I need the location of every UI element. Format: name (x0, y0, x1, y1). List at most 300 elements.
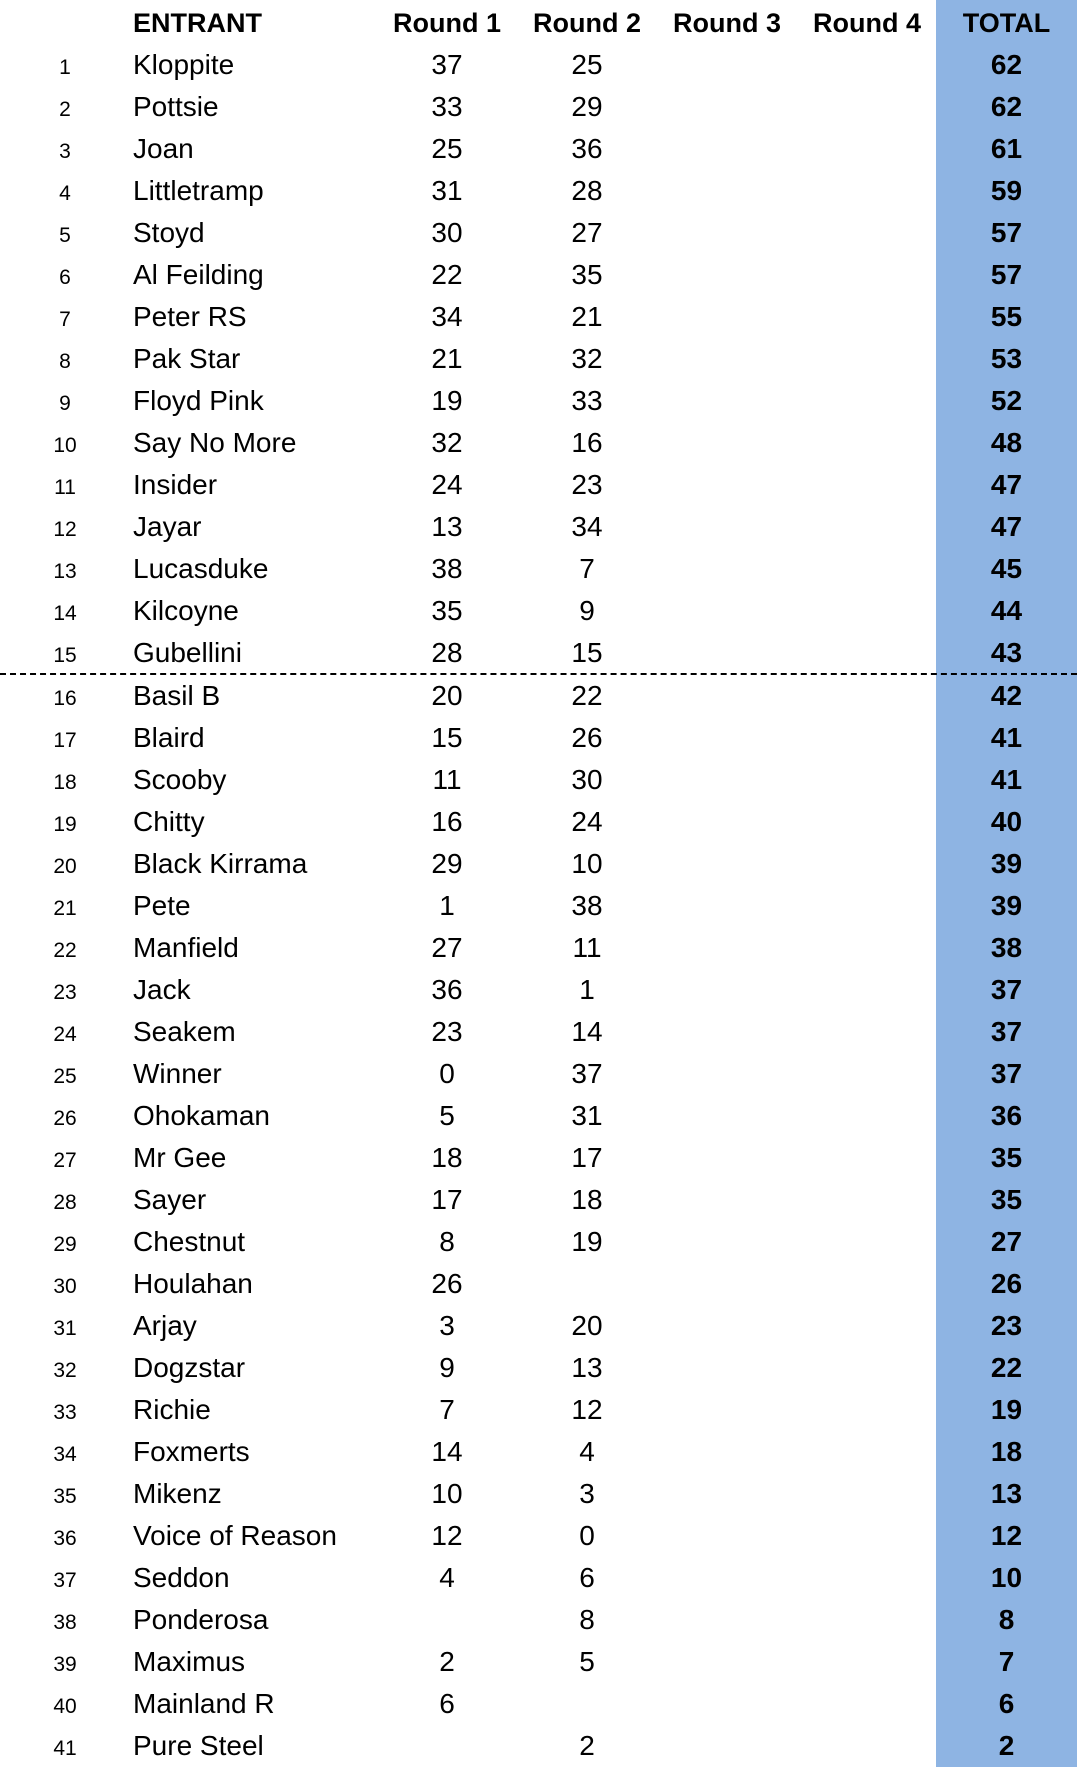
rank-cell: 29 (53, 1233, 77, 1256)
round-3-cell (667, 1347, 787, 1389)
rank-cell: 12 (53, 518, 77, 541)
total-cell: 35 (990, 1184, 1023, 1215)
entrant-name-cell: Ohokaman (133, 1100, 270, 1131)
round-2-cell: 8 (579, 1604, 595, 1635)
total-cell: 37 (990, 1058, 1023, 1089)
round-4-cell (807, 128, 927, 170)
round-4-cell (807, 1725, 927, 1767)
round-4-cell (807, 1011, 927, 1053)
round-3-cell (667, 296, 787, 338)
entrant-name-cell: Dogzstar (133, 1352, 246, 1383)
entrant-name-cell: Say No More (133, 427, 297, 458)
entrant-name-cell: Black Kirrama (133, 848, 308, 879)
round-2-cell: 1 (579, 974, 595, 1005)
total-cell: 23 (990, 1310, 1023, 1341)
total-cell: 18 (990, 1436, 1023, 1467)
total-cell: 26 (990, 1268, 1023, 1299)
rank-cell: 8 (59, 350, 71, 373)
round-4-cell (807, 86, 927, 128)
total-cell: 48 (990, 427, 1023, 458)
round-3-cell (667, 128, 787, 170)
round-3-cell (667, 1389, 787, 1431)
rank-cell: 40 (53, 1695, 77, 1718)
rank-cell: 6 (59, 266, 71, 289)
rank-cell: 27 (53, 1149, 77, 1172)
round-1-cell: 2 (439, 1646, 455, 1677)
round-1-cell: 28 (431, 637, 463, 668)
round-3-cell (667, 801, 787, 843)
round-4-cell (807, 969, 927, 1011)
total-cell: 19 (990, 1394, 1023, 1425)
round-4-cell (807, 1389, 927, 1431)
total-cell: 45 (990, 553, 1023, 584)
rank-cell: 3 (59, 140, 71, 163)
round-4-cell (807, 1557, 927, 1599)
round-2-cell: 5 (579, 1646, 595, 1677)
rank-cell: 5 (59, 224, 71, 247)
table-row (0, 927, 1077, 969)
round-4-cell (807, 927, 927, 969)
rank-cell: 15 (53, 644, 77, 667)
round-2-cell: 0 (579, 1520, 595, 1551)
rank-cell: 30 (53, 1275, 77, 1298)
round-4-cell (807, 1641, 927, 1683)
total-cell: 44 (990, 595, 1023, 626)
entrant-name-cell: Basil B (133, 680, 221, 711)
round-1-cell: 20 (431, 680, 463, 711)
round-2-cell: 37 (571, 1058, 603, 1089)
round-2-cell: 35 (571, 259, 603, 290)
round-4-cell (807, 422, 927, 464)
table-row (0, 464, 1077, 506)
round-3-cell (667, 675, 787, 717)
round-1-cell: 8 (439, 1226, 455, 1257)
round-3-cell (667, 1683, 787, 1725)
round-1-cell: 23 (431, 1016, 463, 1047)
round-1-cell: 35 (431, 595, 463, 626)
round-4-cell (807, 1221, 927, 1263)
round-2-cell: 24 (571, 806, 603, 837)
table-row (0, 1515, 1077, 1557)
round-2-cell: 18 (571, 1184, 603, 1215)
rank-cell: 17 (53, 729, 77, 752)
round-2-cell: 20 (571, 1310, 603, 1341)
round-1-cell: 36 (431, 974, 463, 1005)
entrant-name-cell: Chestnut (133, 1226, 246, 1257)
table-row (0, 969, 1077, 1011)
table-row (0, 1263, 1077, 1305)
round-4-cell (807, 44, 927, 86)
round-4-cell (807, 254, 927, 296)
round-3-cell (667, 422, 787, 464)
header-round-3: Round 3 (673, 8, 781, 38)
rank-cell: 36 (53, 1527, 77, 1550)
round-3-cell (667, 927, 787, 969)
total-cell: 53 (990, 343, 1023, 374)
entrant-name-cell: Lucasduke (133, 553, 269, 584)
round-2-cell: 19 (571, 1226, 603, 1257)
entrant-name-cell: Stoyd (133, 217, 205, 248)
round-3-cell (667, 1137, 787, 1179)
round-3-cell (667, 548, 787, 590)
round-4-cell (807, 843, 927, 885)
round-2-cell: 27 (571, 217, 603, 248)
entrant-name-cell: Winner (133, 1058, 222, 1089)
round-3-cell (667, 212, 787, 254)
table-row (0, 1305, 1077, 1347)
round-2-cell: 4 (579, 1436, 595, 1467)
total-cell: 47 (990, 469, 1023, 500)
round-2-cell: 7 (579, 553, 595, 584)
round-2-cell (527, 1683, 647, 1725)
rank-cell: 39 (53, 1653, 77, 1676)
round-4-cell (807, 506, 927, 548)
entrant-name-cell: Richie (133, 1394, 211, 1425)
round-3-cell (667, 1431, 787, 1473)
entrant-name-cell: Mainland R (133, 1688, 275, 1719)
round-1-cell: 1 (439, 890, 455, 921)
total-cell: 2 (998, 1730, 1015, 1761)
round-1-cell: 12 (431, 1520, 463, 1551)
total-cell: 55 (990, 301, 1023, 332)
rank-cell: 13 (53, 560, 77, 583)
round-3-cell (667, 464, 787, 506)
round-4-cell (807, 885, 927, 927)
round-3-cell (667, 1641, 787, 1683)
round-2-cell: 17 (571, 1142, 603, 1173)
table-row (0, 44, 1077, 86)
rank-cell: 9 (59, 392, 71, 415)
rank-cell: 23 (53, 981, 77, 1004)
round-4-cell (807, 170, 927, 212)
round-1-cell: 21 (431, 343, 463, 374)
rank-cell: 35 (53, 1485, 77, 1508)
round-2-cell: 9 (579, 595, 595, 626)
round-4-cell (807, 759, 927, 801)
round-1-cell: 14 (431, 1436, 463, 1467)
round-4-cell (807, 338, 927, 380)
total-cell: 40 (990, 806, 1023, 837)
rank-cell: 18 (53, 771, 77, 794)
round-4-cell (807, 1347, 927, 1389)
total-cell: 35 (990, 1142, 1023, 1173)
round-3-cell (667, 338, 787, 380)
round-1-cell: 19 (431, 385, 463, 416)
total-cell: 39 (990, 890, 1023, 921)
round-3-cell (667, 632, 787, 674)
rank-cell: 34 (53, 1443, 77, 1466)
table-row (0, 675, 1077, 717)
round-3-cell (667, 759, 787, 801)
round-3-cell (667, 86, 787, 128)
round-1-cell: 32 (431, 427, 463, 458)
round-3-cell (667, 1305, 787, 1347)
entrant-name-cell: Pure Steel (133, 1730, 264, 1761)
round-3-cell (667, 380, 787, 422)
total-cell: 12 (990, 1520, 1023, 1551)
table-row (0, 506, 1077, 548)
table-row (0, 1599, 1077, 1641)
round-4-cell (807, 1683, 927, 1725)
table-row (0, 1011, 1077, 1053)
entrant-name-cell: Jack (133, 974, 191, 1005)
round-2-cell: 23 (571, 469, 603, 500)
round-3-cell (667, 44, 787, 86)
table-row (0, 296, 1077, 338)
entrant-name-cell: Blaird (133, 722, 205, 753)
table-row (0, 843, 1077, 885)
round-3-cell (667, 1095, 787, 1137)
round-4-cell (807, 1515, 927, 1557)
round-4-cell (807, 590, 927, 632)
entrant-name-cell: Mikenz (133, 1478, 222, 1509)
round-2-cell: 22 (571, 680, 603, 711)
table-row (0, 1389, 1077, 1431)
round-4-cell (807, 632, 927, 674)
round-4-cell (807, 464, 927, 506)
total-cell: 62 (990, 91, 1023, 122)
total-cell: 57 (990, 259, 1023, 290)
entrant-name-cell: Chitty (133, 806, 205, 837)
round-3-cell (667, 590, 787, 632)
header-round-2: Round 2 (533, 8, 641, 38)
round-3-cell (667, 1599, 787, 1641)
round-1-cell (387, 1599, 507, 1641)
table-row (0, 1557, 1077, 1599)
total-cell: 59 (990, 175, 1023, 206)
round-1-cell: 3 (439, 1310, 455, 1341)
round-1-cell (387, 1725, 507, 1767)
round-2-cell: 32 (571, 343, 603, 374)
total-cell: 22 (990, 1352, 1023, 1383)
rank-cell: 31 (53, 1317, 77, 1340)
total-cell: 42 (990, 680, 1023, 711)
round-2-cell: 25 (571, 49, 603, 80)
round-4-cell (807, 1599, 927, 1641)
total-cell: 27 (990, 1226, 1023, 1257)
rank-cell: 7 (59, 308, 71, 331)
table-row (0, 1137, 1077, 1179)
table-row (0, 1683, 1077, 1725)
rank-cell: 37 (53, 1569, 77, 1592)
round-2-cell: 38 (571, 890, 603, 921)
rank-cell: 19 (53, 813, 77, 836)
table-row (0, 254, 1077, 296)
rank-cell: 28 (53, 1191, 77, 1214)
entrant-name-cell: Jayar (133, 511, 202, 542)
total-cell: 6 (998, 1688, 1015, 1719)
table-row (0, 1053, 1077, 1095)
round-4-cell (807, 1179, 927, 1221)
rank-cell: 14 (53, 602, 77, 625)
round-4-cell (807, 380, 927, 422)
round-3-cell (667, 506, 787, 548)
header-total: TOTAL (962, 8, 1051, 38)
table-row (0, 380, 1077, 422)
round-3-cell (667, 1011, 787, 1053)
table-row (0, 759, 1077, 801)
table-row (0, 1725, 1077, 1767)
round-4-cell (807, 717, 927, 759)
round-2-cell: 11 (572, 932, 602, 963)
round-1-cell: 25 (431, 133, 463, 164)
table-row (0, 1641, 1077, 1683)
round-4-cell (807, 1053, 927, 1095)
round-1-cell: 9 (439, 1352, 455, 1383)
table-row (0, 128, 1077, 170)
table-row (0, 1095, 1077, 1137)
total-cell: 47 (990, 511, 1023, 542)
rank-cell: 21 (53, 897, 77, 920)
round-3-cell (667, 1557, 787, 1599)
round-1-cell: 31 (431, 175, 463, 206)
round-1-cell: 37 (431, 49, 463, 80)
rank-cell: 32 (53, 1359, 77, 1382)
entrant-name-cell: Pottsie (133, 91, 219, 122)
entrant-name-cell: Insider (133, 469, 218, 500)
table-row (0, 1221, 1077, 1263)
table-row (0, 1431, 1077, 1473)
round-3-cell (667, 843, 787, 885)
round-4-cell (807, 1473, 927, 1515)
round-1-cell: 5 (439, 1100, 455, 1131)
table-row (0, 422, 1077, 464)
total-cell: 37 (990, 1016, 1023, 1047)
total-cell: 38 (990, 932, 1023, 963)
header-round-4: Round 4 (813, 8, 921, 38)
round-2-cell: 21 (571, 301, 603, 332)
round-3-cell (667, 1053, 787, 1095)
round-2-cell: 36 (571, 133, 603, 164)
entrant-name-cell: Pete (133, 890, 191, 921)
round-4-cell (807, 1431, 927, 1473)
round-3-cell (667, 254, 787, 296)
rank-cell: 33 (53, 1401, 77, 1424)
round-1-cell: 29 (431, 848, 463, 879)
table-row (0, 170, 1077, 212)
entrant-name-cell: Sayer (133, 1184, 207, 1215)
rank-cell: 16 (53, 687, 77, 710)
round-1-cell: 18 (431, 1142, 463, 1173)
round-3-cell (667, 1515, 787, 1557)
entrant-name-cell: Al Feilding (133, 259, 264, 290)
round-2-cell: 12 (571, 1394, 603, 1425)
rank-cell: 2 (59, 98, 71, 121)
round-3-cell (667, 1179, 787, 1221)
total-cell: 57 (990, 217, 1023, 248)
header-row (0, 2, 1077, 44)
round-4-cell (807, 296, 927, 338)
round-2-cell (527, 1263, 647, 1305)
round-2-cell: 13 (571, 1352, 603, 1383)
cut-line-divider (0, 673, 1077, 675)
table-row (0, 590, 1077, 632)
entrant-name-cell: Maximus (133, 1646, 246, 1677)
entrant-name-cell: Ponderosa (133, 1604, 269, 1635)
round-2-cell: 33 (571, 385, 603, 416)
rank-cell: 10 (53, 434, 77, 457)
rank-cell: 22 (53, 939, 77, 962)
table-row (0, 717, 1077, 759)
entrant-name-cell: Houlahan (133, 1268, 253, 1299)
entrant-name-cell: Manfield (133, 932, 239, 963)
header-entrant: ENTRANT (133, 8, 262, 38)
round-2-cell: 16 (571, 427, 603, 458)
total-cell: 7 (998, 1646, 1015, 1677)
round-2-cell: 3 (579, 1478, 595, 1509)
table-row (0, 801, 1077, 843)
rank-cell: 1 (59, 56, 71, 79)
round-1-cell: 10 (431, 1478, 463, 1509)
round-1-cell: 22 (431, 259, 463, 290)
round-2-cell: 29 (571, 91, 603, 122)
rank-cell: 11 (54, 476, 76, 499)
total-cell: 36 (990, 1100, 1023, 1131)
total-cell: 43 (990, 637, 1023, 668)
entrant-name-cell: Arjay (133, 1310, 197, 1341)
total-cell: 39 (990, 848, 1023, 879)
total-cell: 13 (990, 1478, 1023, 1509)
table-row (0, 212, 1077, 254)
round-2-cell: 10 (571, 848, 603, 879)
total-cell: 62 (990, 49, 1023, 80)
round-1-cell: 15 (431, 722, 463, 753)
round-4-cell (807, 675, 927, 717)
table-row (0, 86, 1077, 128)
entrant-name-cell: Seakem (133, 1016, 236, 1047)
round-3-cell (667, 969, 787, 1011)
rank-cell: 4 (59, 182, 71, 205)
entrant-name-cell: Seddon (133, 1562, 230, 1593)
total-cell: 41 (990, 722, 1023, 753)
round-1-cell: 38 (431, 553, 463, 584)
round-3-cell (667, 1725, 787, 1767)
table-row (0, 1347, 1077, 1389)
round-2-cell: 31 (571, 1100, 603, 1131)
rank-cell: 25 (53, 1065, 77, 1088)
round-1-cell: 4 (439, 1562, 455, 1593)
round-2-cell: 26 (571, 722, 603, 753)
header-round-1: Round 1 (393, 8, 501, 38)
entrant-name-cell: Pak Star (133, 343, 241, 374)
round-4-cell (807, 548, 927, 590)
round-1-cell: 33 (431, 91, 463, 122)
table-row (0, 1473, 1077, 1515)
round-3-cell (667, 1263, 787, 1305)
round-1-cell: 27 (431, 932, 463, 963)
round-3-cell (667, 1221, 787, 1263)
table-row (0, 548, 1077, 590)
round-3-cell (667, 885, 787, 927)
table-row (0, 338, 1077, 380)
rank-cell: 26 (53, 1107, 77, 1130)
round-2-cell: 2 (579, 1730, 595, 1761)
round-1-cell: 0 (439, 1058, 455, 1089)
entrant-name-cell: Kilcoyne (133, 595, 239, 626)
total-cell: 52 (990, 385, 1023, 416)
round-1-cell: 24 (431, 469, 463, 500)
round-2-cell: 15 (571, 637, 603, 668)
entrant-name-cell: Peter RS (133, 301, 247, 332)
round-1-cell: 6 (439, 1688, 455, 1719)
round-4-cell (807, 1095, 927, 1137)
round-1-cell: 7 (439, 1394, 455, 1425)
entrant-name-cell: Joan (133, 133, 194, 164)
round-3-cell (667, 717, 787, 759)
round-2-cell: 14 (571, 1016, 603, 1047)
round-4-cell (807, 801, 927, 843)
entrant-name-cell: Voice of Reason (133, 1520, 337, 1551)
